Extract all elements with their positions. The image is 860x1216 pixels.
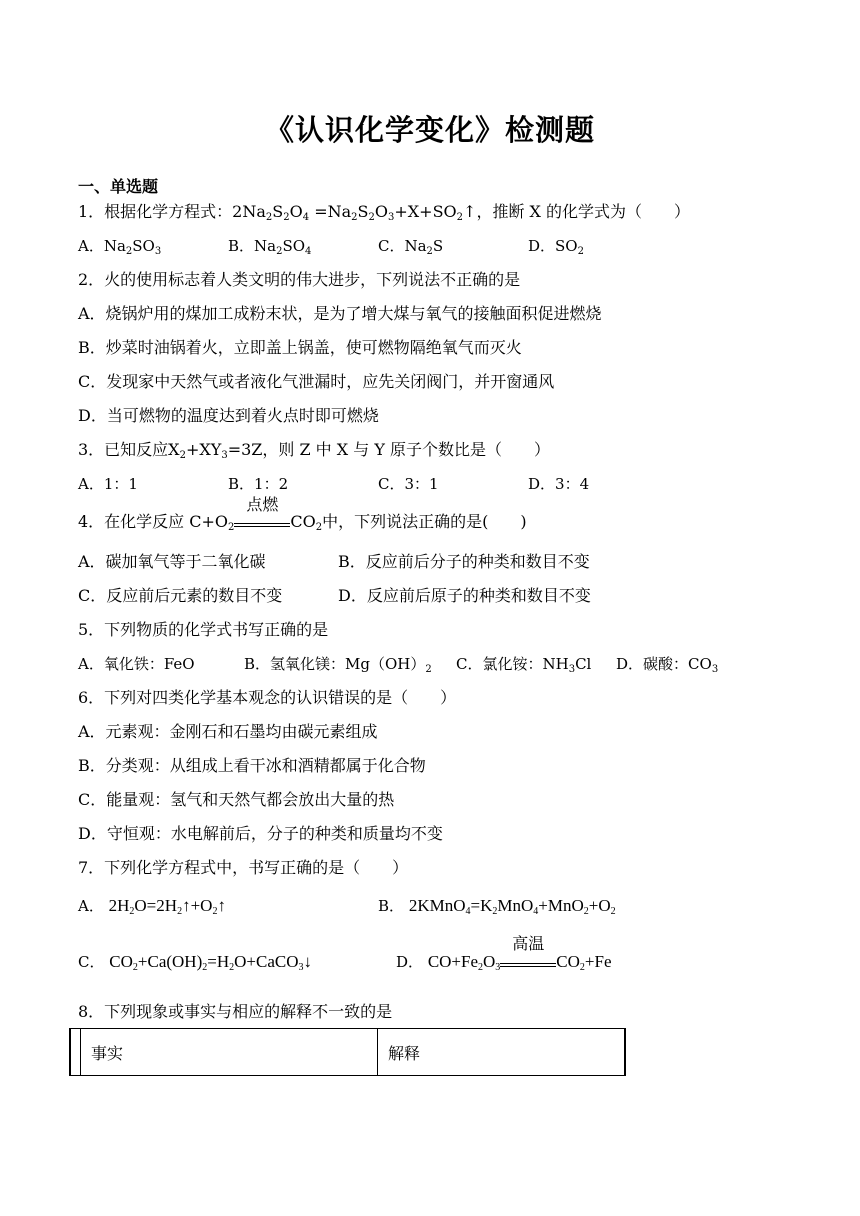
q6-option-d[interactable]: D．守恒观：水电解前后，分子的种类和质量均不变 [78, 824, 443, 843]
question-4-stem: 4．在化学反应 $C+O_2$ 点燃 $CO_2$中，下列说法正确的是( ) [78, 495, 527, 533]
q1-option-c[interactable]: C．$Na_2S$ [378, 237, 444, 257]
question-6-stem: 6．下列对四类化学基本观念的认识错误的是（ ） [78, 688, 457, 707]
q1-option-a[interactable]: A．$Na_2SO_3$ [78, 237, 162, 257]
q7-option-c[interactable]: C． $CO_2+Ca(OH)_2=H_2O+CaCO_3↓$ [78, 952, 312, 973]
question-3-stem: 3．已知反应$X_2+XY_3=3Z$，则 Z 中 X 与 Y 原子个数比是（ ） [78, 440, 550, 461]
q6-option-b[interactable]: B．分类观：从组成上看干冰和酒精都属于化合物 [78, 756, 426, 775]
q2-option-b[interactable]: B．炒菜时油锅着火，立即盖上锅盖，使可燃物隔绝氧气而灭火 [78, 338, 522, 357]
q3-option-d[interactable]: D．3：4 [528, 475, 590, 493]
question-7-stem: 7．下列化学方程式中，书写正确的是（ ） [78, 858, 409, 877]
reaction-condition-arrow: 点燃 [234, 515, 290, 527]
q3-option-b[interactable]: B．1：2 [228, 475, 289, 493]
q5-option-d[interactable]: D．碳酸：$CO_3$ [616, 655, 719, 675]
q2-option-c[interactable]: C．发现家中天然气或者液化气泄漏时，应先关闭阀门，并开窗通风 [78, 372, 555, 391]
q3-option-a[interactable]: A．1：1 [78, 475, 138, 493]
table-row [70, 1029, 625, 1076]
question-1-stem: 1．根据化学方程式：$2Na_2S_2O_4$ $=Na_2S_2O_3+X+SO_2↑$，推断 X 的化学式为（ ） [78, 202, 691, 223]
q2-option-a[interactable]: A．烧锅炉用的煤加工成粉末状，是为了增大煤与氧气的接触面积促进燃烧 [78, 304, 602, 323]
table-header-fact: 事实 [81, 1029, 378, 1076]
q1-option-b[interactable]: B．$Na_2SO_4$ [228, 237, 312, 257]
q5-option-a[interactable]: A．氧化铁：FeO [78, 655, 195, 673]
q7-option-d[interactable]: D． $CO+Fe_2O_3$ 高温 $CO_2+Fe$ [396, 936, 612, 973]
q4-option-a[interactable]: A．碳加氧气等于二氧化碳 [78, 552, 266, 571]
q7-option-a[interactable]: A． $2H_2O=2H_2↑+O_2↑$ [78, 896, 226, 917]
reaction-condition-arrow: 高温 [500, 955, 556, 967]
q4-option-c[interactable]: C．反应前后元素的数目不变 [78, 586, 283, 605]
q7-option-b[interactable]: B． $2KMnO_4=K_2MnO_4+MnO_2+O_2$ [378, 896, 616, 917]
q1-option-d[interactable]: D．$SO_2$ [528, 237, 584, 257]
q4-option-d[interactable]: D．反应前后原子的种类和数目不变 [338, 586, 591, 605]
question-8-stem: 8．下列现象或事实与相应的解释不一致的是 [78, 1002, 393, 1021]
q4-option-b[interactable]: B．反应前后分子的种类和数目不变 [338, 552, 590, 571]
q6-option-a[interactable]: A．元素观：金刚石和石墨均由碳元素组成 [78, 722, 378, 741]
facts-table [69, 1028, 626, 1076]
q5-option-b[interactable]: B．氢氧化镁：$Mg(OH)_2$ [244, 655, 432, 675]
q5-option-c[interactable]: C．氯化铵：$NH_3Cl$ [456, 655, 592, 675]
question-5-stem: 5．下列物质的化学式书写正确的是 [78, 620, 329, 639]
section-heading: 一、单选题 [78, 177, 159, 196]
page-title: 《认识化学变化》检测题 [264, 113, 595, 147]
q6-option-c[interactable]: C．能量观：氢气和天然气都会放出大量的热 [78, 790, 395, 809]
table-header-explanation: 解释 [378, 1029, 626, 1076]
question-2-stem: 2．火的使用标志着人类文明的伟大进步，下列说法不正确的是 [78, 270, 521, 289]
table-cell-blank [70, 1029, 81, 1076]
q2-option-d[interactable]: D．当可燃物的温度达到着火点时即可燃烧 [78, 406, 379, 425]
q3-option-c[interactable]: C．3：1 [378, 475, 439, 493]
